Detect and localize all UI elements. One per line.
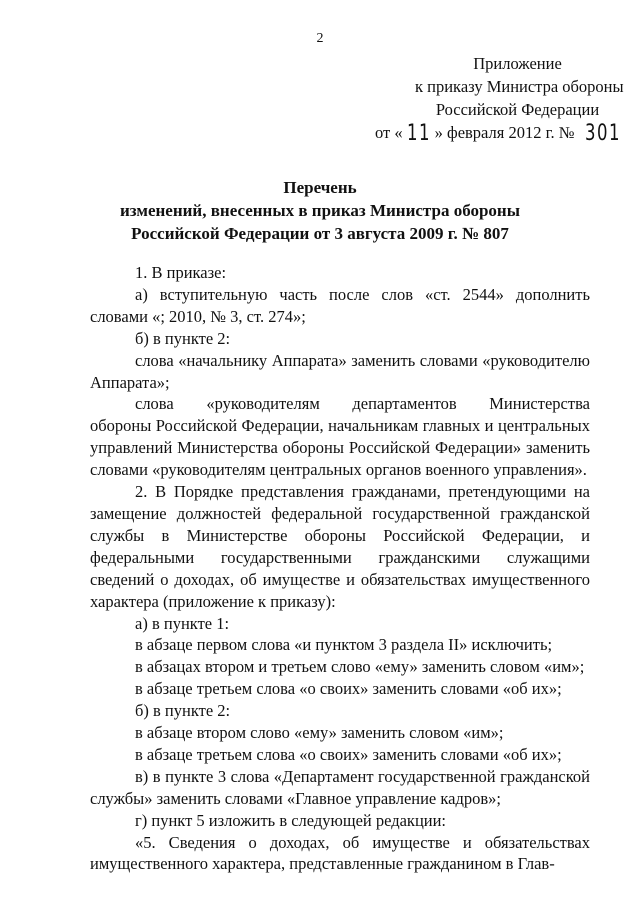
paragraph-2d-1: «5. Сведения о доходах, об имуществе и обязательствах имущественного характера, представленные гражданином в Глав- (90, 832, 590, 874)
page-number: 2 (316, 31, 324, 46)
title-line-1: Перечень (283, 178, 357, 197)
appendix-order-ref: к приказу Министра обороны (415, 77, 624, 96)
paragraph-2b-1: в абзаце втором слово «ему» заменить словом «им»; (135, 723, 504, 743)
paragraph-1b-2-first-line (90, 393, 590, 415)
document-title (0, 176, 640, 245)
date-month-year: » февраля 2012 г. № (434, 123, 575, 142)
paragraph-2b: б) в пункте 2: (135, 701, 231, 721)
title-line-3: Российской Федерации от 3 августа 2009 г. № 807 (131, 224, 509, 243)
paragraph-2: 2. В Порядке представления гражданами, претендующими на замещение должностей федеральной государственной гражданской службы в Министерстве обороны Российской Федерации, и федеральными государственными гражданскими служащими сведений о доходах, об имуществе и обязательствах имущественного характера (приложение к приказу): (90, 482, 590, 611)
paragraph-2a-2: в абзацах втором и третьем слово «ему» заменить словом «им»; (135, 657, 585, 677)
paragraph-1a: а) вступительную часть после слов «ст. 2544» дополнить словами «; 2010, № 3, ст. 274»; (90, 284, 590, 326)
word: слова (135, 394, 174, 414)
appendix-block (375, 52, 624, 146)
paragraph-1b: б) в пункте 2: (135, 328, 231, 348)
word: департаментов (352, 394, 457, 414)
paragraph-2c: в) в пункте 3 слова «Департамент государственной гражданской службы» заменить словами «Главное управление кадров»; (90, 766, 590, 808)
paragraph-2a-1: в абзаце первом слова «и пунктом 3 раздела II» исключить; (135, 635, 553, 655)
paragraph-2a-3: в абзаце третьем слова «о своих» заменить словами «об их»; (135, 679, 562, 699)
word: Министерства (489, 394, 590, 414)
order-number: 301 (584, 121, 621, 146)
document-body (90, 262, 590, 875)
appendix-title: Приложение (473, 54, 562, 73)
paragraph-1: 1. В приказе: (135, 263, 227, 282)
paragraph-2a: а) в пункте 1: (135, 613, 230, 633)
word: «руководителям (206, 394, 320, 414)
paragraph-2d: г) пункт 5 изложить в следующей редакции: (135, 810, 447, 830)
date-prefix: от « (375, 123, 403, 142)
title-line-2: изменений, внесенных в приказ Министра обороны (119, 201, 520, 220)
paragraph-1b-1: слова «начальнику Аппарата» заменить словами «руководителю Аппарата»; (90, 350, 590, 392)
date-day: 11 (406, 121, 431, 146)
paragraph-1b-2: обороны Российской Федерации, начальникам главных и центральных управлений Министерства обороны Российской Федерации» заменить словами «руководителям центральных органов военного управления». (90, 416, 590, 480)
appendix-country: Российской Федерации (435, 100, 600, 119)
appendix-date-line (375, 121, 620, 145)
paragraph-2b-2: в абзаце третьем слова «о своих» заменить словами «об их»; (135, 744, 562, 764)
